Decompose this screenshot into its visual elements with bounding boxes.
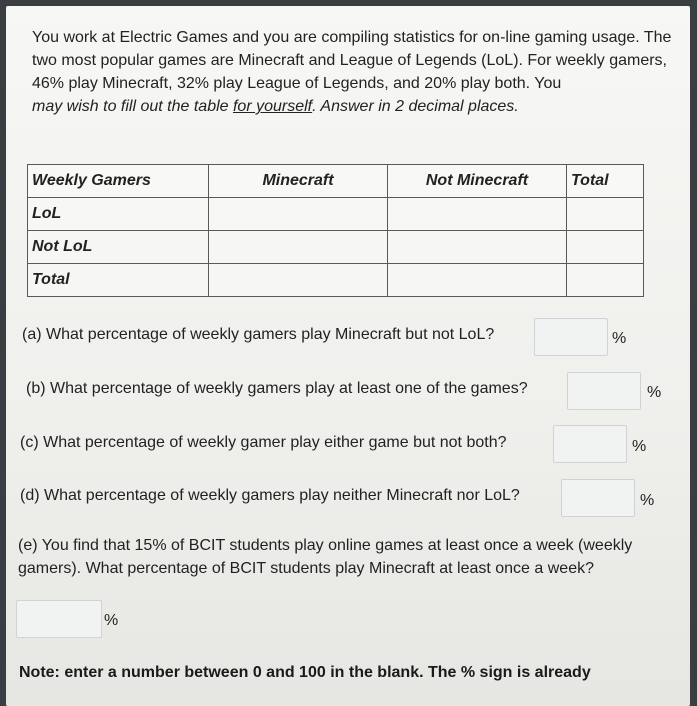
question-a: (a) What percentage of weekly gamers play Minecraft but not LoL? xyxy=(22,326,495,343)
table-cell xyxy=(567,231,644,264)
header-total: Total xyxy=(567,165,644,198)
for-yourself-link[interactable]: for yourself xyxy=(232,98,313,115)
table-cell xyxy=(388,198,567,231)
table-cell xyxy=(209,198,388,231)
header-minecraft: Minecraft xyxy=(209,165,388,198)
row-label-not-lol: Not LoL xyxy=(28,231,209,264)
table-row xyxy=(28,231,644,264)
question-b: (b) What percentage of weekly gamers play at least one of the games? xyxy=(26,380,528,397)
percent-sign-e: % xyxy=(104,612,119,629)
answer-d-input[interactable] xyxy=(561,479,635,517)
intro-instruction: may wish to fill out the table for yourself. Answer in 2 decimal places. xyxy=(32,98,519,115)
percent-sign-d: % xyxy=(640,492,655,509)
percent-sign-a: % xyxy=(612,330,627,347)
answer-b-input[interactable] xyxy=(567,372,641,410)
question-d: (d) What percentage of weekly gamers play neither Minecraft nor LoL? xyxy=(20,487,520,504)
table-cell xyxy=(567,198,644,231)
answer-a-input[interactable] xyxy=(534,318,608,356)
table-cell xyxy=(567,264,644,297)
contingency-table xyxy=(27,164,644,297)
table-header-row xyxy=(28,165,644,198)
table-row xyxy=(28,198,644,231)
note-text: Note: enter a number between 0 and 100 in the blank. The % sign is already xyxy=(19,664,591,681)
table-cell xyxy=(209,264,388,297)
row-label-total: Total xyxy=(28,264,209,297)
table-cell xyxy=(388,231,567,264)
intro-text: You work at Electric Games and you are compiling statistics for on-line gaming usage. The two most popular games are Minecraft and League of Legends (LoL). For weekly gamers, 46% play Minecraft, 32% play League of Legends, and 20% play both. You xyxy=(32,29,672,92)
row-label-lol: LoL xyxy=(28,198,209,231)
header-weekly-gamers: Weekly Gamers xyxy=(28,165,209,198)
table-cell xyxy=(388,264,567,297)
table-row xyxy=(28,264,644,297)
table-cell xyxy=(209,231,388,264)
percent-sign-b: % xyxy=(647,384,662,401)
answer-e-input[interactable] xyxy=(16,600,102,638)
header-not-minecraft: Not Minecraft xyxy=(388,165,567,198)
percent-sign-c: % xyxy=(632,438,647,455)
question-sheet xyxy=(6,6,690,706)
answer-c-input[interactable] xyxy=(553,425,627,463)
problem-statement xyxy=(32,26,672,118)
question-e: (e) You find that 15% of BCIT students play online games at least once a week (weekly gamers). What percentage of BCIT students play Minecraft at least once a week? xyxy=(18,537,633,577)
question-c: (c) What percentage of weekly gamer play either game but not both? xyxy=(20,434,507,451)
